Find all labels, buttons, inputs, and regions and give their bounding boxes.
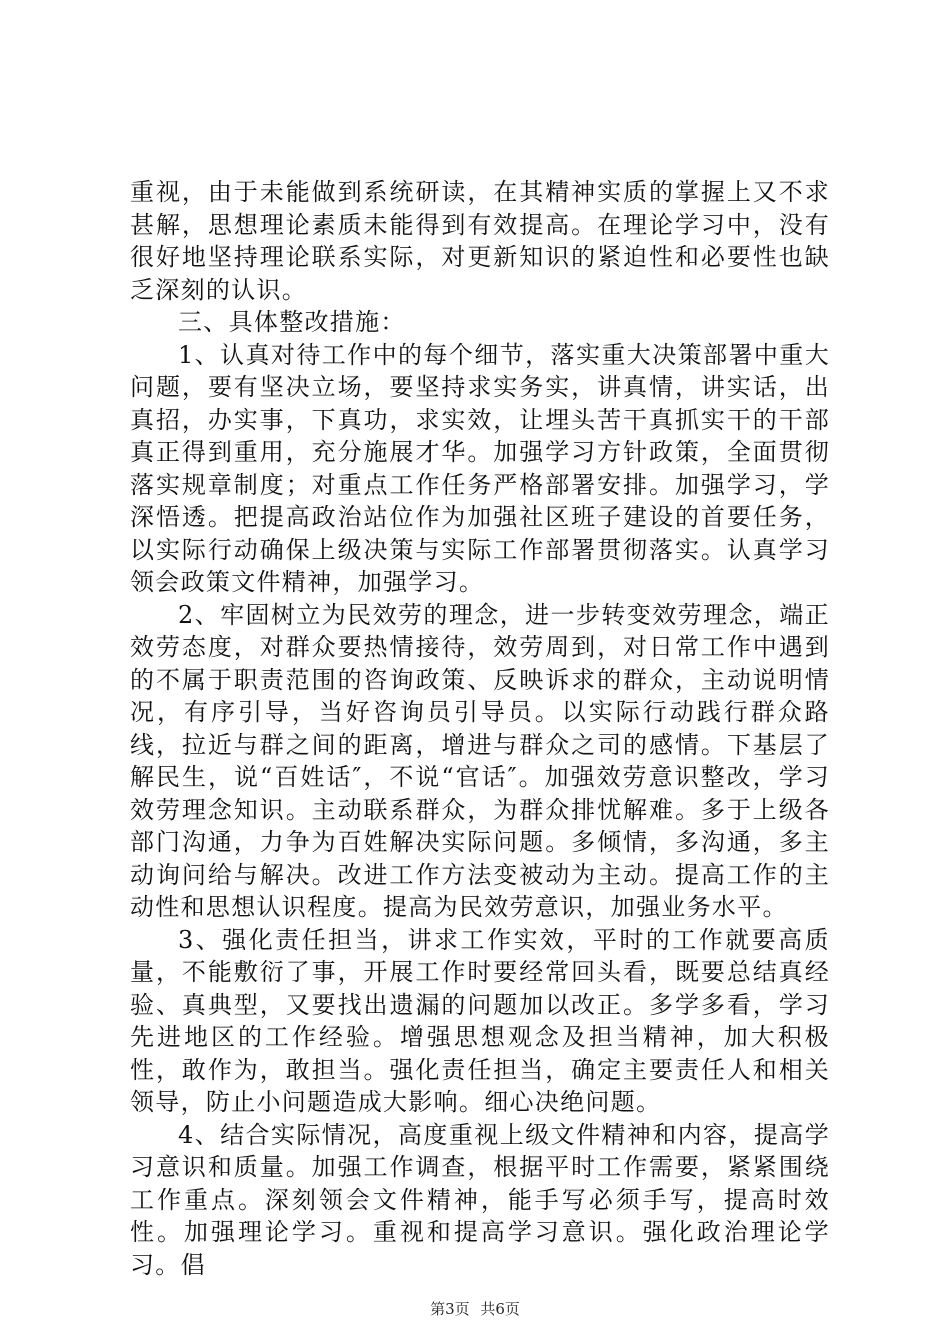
paragraph-measure-4: 4、结合实际情况，高度重视上级文件精神和内容，提高学习意识和质量。加强工作调查，根据平时工作需要，紧紧围绕工作重点。深刻领会文件精神，能手写必须手写，提高时效性。加强理论学习。重视和提高学习意识。强化政治理论学习。倡 — [130, 1120, 830, 1279]
paragraph-measure-2: 2、牢固树立为民效劳的理念，进一步转变效劳理念，端正效劳态度，对群众要热情接待，效劳周到，对日常工作中遇到的不属于职责范围的咨询政策、反映诉求的群众，主动说明情况，有序引导，当好咨询员引导员。以实际行动践行群众路线，拉近与群之间的距离，增进与群众之司的感情。下基层了解民生，说“百姓话″，不说“官话″。加强效劳意识整改，学习效劳理念知识。主动联系群众，为群众排忧解难。多于上级各部门沟通，力争为百姓解决实际问题。多倾情，多沟通，多主动询问给与解决。改进工作方法变被动为主动。提高工作的主动性和思想认识程度。提高为民效劳意识，加强业务水平。 — [130, 600, 830, 921]
page-footer — [0, 1298, 950, 1319]
page-number: 第3页 — [430, 1300, 470, 1318]
section-heading-rectification-measures: 三、具体整改措施： — [178, 308, 406, 336]
paragraph-measure-3: 3、强化责任担当，讲求工作实效，平时的工作就要高质量，不能敷衍了事，开展工作时要经常回头看，既要总结真经验、真典型，又要找出遗漏的问题加以改正。多学多看，学习先进地区的工作经验。增强思想观念及担当精神，加大积极性，敢作为，敢担当。强化责任担当，确定主要责任人和相关领导，防止小问题造成大影响。细心决绝问题。 — [130, 925, 830, 1116]
paragraph-measure-1: 1、认真对待工作中的每个细节，落实重大决策部署中重大问题，要有坚决立场，要坚持求实务实，讲真情，讲实话，出真招，办实事，下真功，求实效，让埋头苦干真抓实干的干部真正得到重用，充分施展才华。加强学习方针政策，全面贯彻落实规章制度；对重点工作任务严格部署安排。加强学习，学深悟透。把提高政治站位作为加强社区班子建设的首要任务，以实际行动确保上级决策与实际工作部署贯彻落实。认真学习领会政策文件精神，加强学习。 — [130, 340, 830, 596]
document-body — [130, 176, 830, 1281]
page-total: 共6页 — [480, 1300, 520, 1318]
paragraph-continuation: 重视，由于未能做到系统研读，在其精神实质的掌握上又不求甚解，思想理论素质未能得到有效提高。在理论学习中，没有很好地坚持理论联系实际，对更新知识的紧迫性和必要性也缺乏深刻的认识。 — [130, 178, 830, 304]
